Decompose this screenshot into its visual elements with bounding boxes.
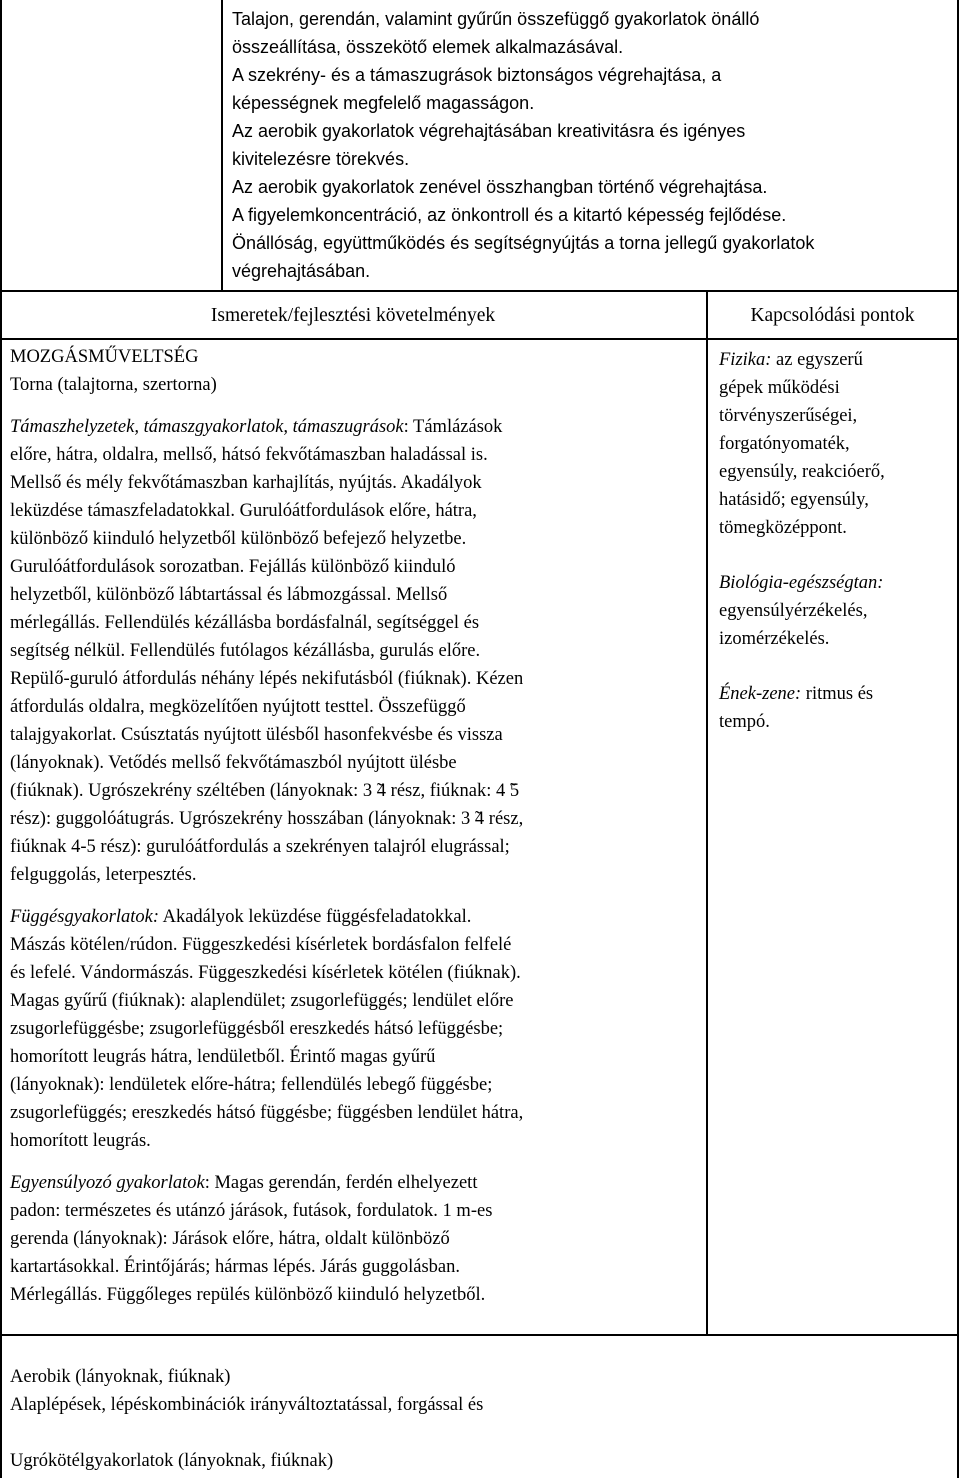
rope-section (10, 1447, 950, 1475)
para-line: és lefelé. Vándormászás. Függeszkedési kísérletek kötélen (fiúknak). (10, 963, 521, 983)
para-line: talajgyakorlat. Csúsztatás nyújtott ülésből hasonfekvésbe és vissza (10, 725, 503, 745)
para-label: Támaszhelyzetek, támaszgyakorlatok, támaszugrások (10, 417, 404, 437)
connection-line: egyensúly, reakcióerő, (719, 462, 885, 482)
para-line: Gurulóátfordulások sorozatban. Fejállás különböző kiinduló (10, 557, 456, 577)
section-subtitle: Torna (talajtorna, szertorna) (10, 375, 217, 395)
para-line: padon: természetes és utánzó járások, futások, fordulatok. 1 m-es (10, 1201, 493, 1221)
rope-title: Ugrókötélgyakorlatok (lányoknak, fiúknak) (10, 1451, 334, 1471)
para-label: Egyensúlyozó gyakorlatok (10, 1173, 205, 1193)
para-line: gerenda (lányoknak): Járások előre, hátra, oldalt különböző (10, 1229, 450, 1249)
goal-line: Talajon, gerendán, valamint gyűrűn összefüggő gyakorlatok önálló (232, 9, 760, 29)
connection-line: gépek működési (719, 378, 840, 398)
connection-music (719, 680, 953, 736)
para-label: Függésgyakorlatok: (10, 907, 159, 927)
para-line: leküzdése támaszfeladatokkal. Gurulóátfordulások előre, hátra, (10, 501, 477, 521)
goal-line: Az aerobik gyakorlatok zenével összhangban történő végrehajtása. (232, 177, 768, 197)
para-line: Mászás kötélen/rúdon. Függeszkedési kísérletek bordásfalon felfelé (10, 935, 512, 955)
para-line: homorított leugrás hátra, lendületből. Érintő magas gyűrű (10, 1047, 436, 1067)
aerobik-section (10, 1363, 950, 1419)
para-line: (fiúknak). Ugrószekrény széltében (lányoknak: 3 ̃4 rész, fiúknak: 4 ̃5 (10, 781, 520, 801)
para-line: Akadályok leküzdése függésfeladatokkal. (159, 907, 472, 927)
para-line: (lányoknak): lendületek előre-hátra; fellendülés lebegő függésbe; (10, 1075, 493, 1095)
para-line: Repülő-guruló átfordulás néhány lépés nekifutásból (fiúknak). Kézen (10, 669, 524, 689)
para-line: átfordulás oldalra, megközelítően nyújtott testtel. Összefüggő (10, 697, 466, 717)
section-rule-bottom (0, 1334, 959, 1336)
para-line: kartartásokkal. Érintőjárás; hármas lépés. Járás guggolásban. (10, 1257, 461, 1277)
main-column (10, 343, 702, 1309)
paragraph-balance-exercises (10, 1169, 702, 1309)
para-line: különböző kiinduló helyzetből különböző befejező helyzetbe. (10, 529, 467, 549)
connection-line: tempó. (719, 712, 770, 732)
para-line: : Magas gerendán, ferdén elhelyezett (204, 1173, 478, 1193)
goal-line: képességnek megfelelő magasságon. (232, 93, 535, 113)
header-rule-bottom (0, 338, 959, 340)
connection-physics (719, 346, 953, 542)
para-line: előre, hátra, oldalra, mellső, hátsó fekvőtámaszban haladással is. (10, 445, 488, 465)
para-line: Mellső és mély fekvőtámaszban karhajlítás, nyújtás. Akadályok (10, 473, 482, 493)
connections-column (719, 346, 953, 736)
header-connections: Kapcsolódási pontok (750, 305, 915, 326)
paragraph-hanging-exercises (10, 903, 702, 1155)
connection-label: Ének-zene: (719, 684, 802, 704)
section-title: MOZGÁSMŰVELTSÉG (10, 347, 199, 367)
aerobik-title: Aerobik (lányoknak, fiúknak) (10, 1367, 231, 1387)
aerobik-text: Alaplépések, lépéskombinációk irányváltoztatással, forgással és (10, 1395, 484, 1415)
goal-line: végrehajtásában. (232, 261, 371, 281)
top-divider-vertical (221, 0, 223, 292)
para-line: zsugorlefüggés; ereszkedés hátsó függésbe; függésben lendület hátra, (10, 1103, 524, 1123)
column-divider-vertical (706, 290, 708, 1336)
connection-line: törvényszerűségei, (719, 406, 858, 426)
table-border-left (0, 0, 2, 1478)
para-line: Mérlegállás. Függőleges repülés különböző kiinduló helyzetből. (10, 1285, 486, 1305)
para-line: segítség nélkül. Fellendülés futólagos kézállásba, gurulás előre. (10, 641, 481, 661)
goal-line: Önállóság, együttműködés és segítségnyújtás a torna jellegű gyakorlatok (232, 233, 815, 253)
top-goals-text (232, 5, 954, 285)
goal-line: A szekrény- és a támaszugrások biztonságos végrehajtása, a (232, 65, 722, 85)
goal-line: A figyelemkoncentráció, az önkontroll és a kitartó képesség fejlődése. (232, 205, 787, 225)
para-line: helyzetből, különböző lábtartással és lábmozgással. Mellső (10, 585, 448, 605)
connection-line: hatásidő; egyensúly, (719, 490, 869, 510)
goal-line: kivitelezésre törekvés. (232, 149, 410, 169)
para-line: felguggolás, leterpesztés. (10, 865, 197, 885)
connection-label: Biológia-egészségtan: (719, 573, 884, 593)
para-line: mérlegállás. Fellendülés kézállásba bordásfalnál, segítséggel és (10, 613, 480, 633)
para-line: (lányoknak). Vetődés mellső fekvőtámaszból nyújtott ülésbe (10, 753, 457, 773)
para-line: rész): guggolóátugrás. Ugrószekrény hosszában (lányoknak: 3 ̃4 rész, (10, 809, 524, 829)
para-line: zsugorlefüggésbe; zsugorlefüggésből ereszkedés hátsó lefüggésbe; (10, 1019, 504, 1039)
header-requirements: Ismeretek/fejlesztési követelmények (210, 305, 496, 326)
para-line: Magas gyűrű (fiúknak): alaplendület; zsugorlefüggés; lendület előre (10, 991, 514, 1011)
goal-line: összeállítása, összekötő elemek alkalmazásával. (232, 37, 624, 57)
connection-label: Fizika: (719, 350, 772, 370)
paragraph-support-exercises (10, 413, 702, 889)
connection-biology (719, 569, 953, 653)
goal-line: Az aerobik gyakorlatok végrehajtásában kreativitásra és igényes (232, 121, 746, 141)
para-line: : Támlázások (403, 417, 503, 437)
para-line: homorított leugrás. (10, 1131, 151, 1151)
header-rule-top (0, 290, 959, 292)
connection-line: ritmus és (801, 684, 874, 704)
para-line: fiúknak 4-5 rész): gurulóátfordulás a szekrényen talajról elugrással; (10, 837, 510, 857)
connection-line: tömegközéppont. (719, 518, 847, 538)
connection-line: egyensúlyérzékelés, (719, 601, 868, 621)
table-border-right (957, 0, 959, 1478)
connection-line: izomérzékelés. (719, 629, 830, 649)
connection-line: forgatónyomaték, (719, 434, 850, 454)
connection-line: az egyszerű (771, 350, 863, 370)
